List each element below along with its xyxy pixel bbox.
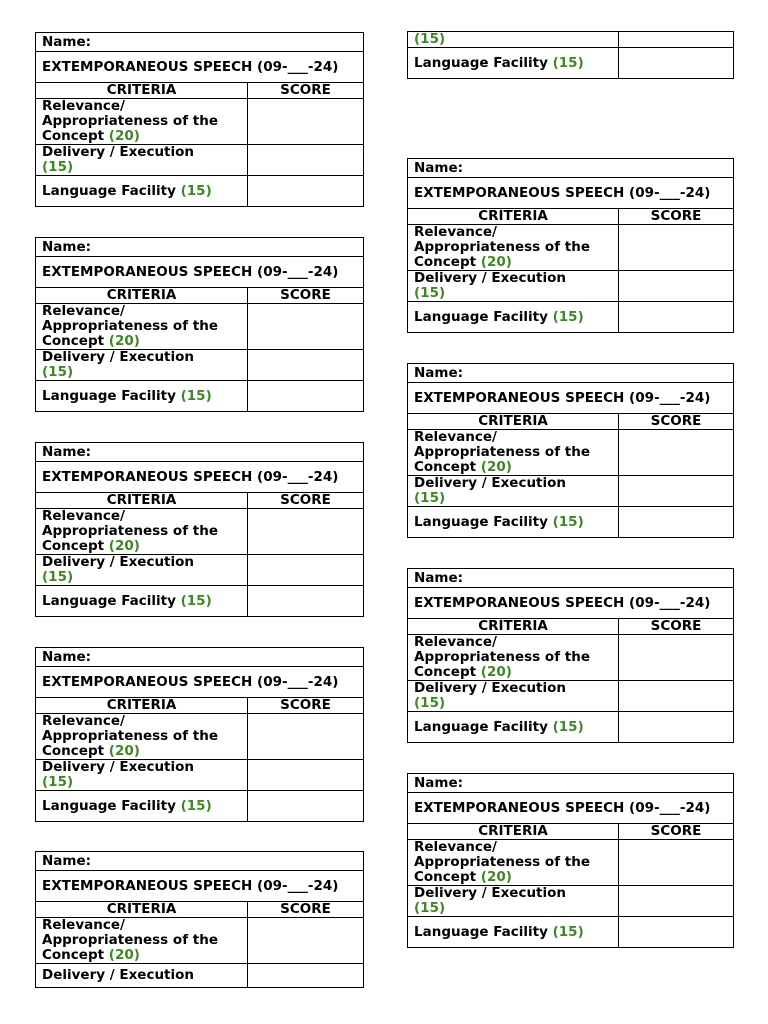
criteria-points: (15) — [408, 32, 619, 48]
rubric-card — [407, 568, 734, 743]
score-cell[interactable] — [248, 176, 364, 207]
score-cell[interactable] — [619, 635, 734, 681]
criteria-relevance: Relevance/ Appropriateness of the Concept (20) — [408, 430, 619, 476]
rubric-card — [35, 32, 364, 207]
card-title: EXTEMPORANEOUS SPEECH (09-___-24) — [36, 667, 364, 698]
col-score: SCORE — [248, 288, 364, 304]
rubric-card — [407, 363, 734, 538]
score-cell[interactable] — [619, 430, 734, 476]
score-cell[interactable] — [248, 99, 364, 145]
score-cell[interactable] — [248, 918, 364, 964]
criteria-relevance: Relevance/ Appropriateness of the Concept (20) — [408, 840, 619, 886]
criteria-language: Language Facility (15) — [36, 176, 248, 207]
col-score: SCORE — [619, 824, 734, 840]
score-cell[interactable] — [248, 350, 364, 381]
name-field[interactable]: Name: — [36, 852, 364, 871]
criteria-delivery: Delivery / Execution (15) — [36, 555, 248, 586]
score-cell[interactable] — [619, 32, 734, 48]
score-cell[interactable] — [248, 791, 364, 822]
col-criteria: CRITERIA — [408, 619, 619, 635]
criteria-language: Language Facility (15) — [408, 712, 619, 743]
card-title: EXTEMPORANEOUS SPEECH (09-___-24) — [408, 588, 734, 619]
criteria-delivery: Delivery / Execution (15) — [36, 350, 248, 381]
criteria-relevance: Relevance/ Appropriateness of the Concept (20) — [36, 509, 248, 555]
name-field[interactable]: Name: — [408, 364, 734, 383]
criteria-relevance: Relevance/ Appropriateness of the Concept (20) — [408, 635, 619, 681]
score-cell[interactable] — [619, 271, 734, 302]
card-title: EXTEMPORANEOUS SPEECH (09-___-24) — [36, 257, 364, 288]
card-title: EXTEMPORANEOUS SPEECH (09-___-24) — [36, 52, 364, 83]
score-cell[interactable] — [619, 48, 734, 79]
score-cell[interactable] — [248, 145, 364, 176]
card-title: EXTEMPORANEOUS SPEECH (09-___-24) — [36, 871, 364, 902]
criteria-delivery: Delivery / Execution (15) — [36, 760, 248, 791]
score-cell[interactable] — [619, 886, 734, 917]
rubric-card — [407, 158, 734, 333]
col-criteria: CRITERIA — [36, 493, 248, 509]
criteria-language: Language Facility (15) — [408, 302, 619, 333]
criteria-delivery: Delivery / Execution (15) — [408, 271, 619, 302]
score-cell[interactable] — [248, 760, 364, 791]
score-cell[interactable] — [248, 964, 364, 988]
col-score: SCORE — [248, 902, 364, 918]
name-field[interactable]: Name: — [36, 443, 364, 462]
criteria-relevance: Relevance/ Appropriateness of the Concept (20) — [36, 304, 248, 350]
col-criteria: CRITERIA — [36, 83, 248, 99]
rubric-card — [35, 237, 364, 412]
col-score: SCORE — [248, 698, 364, 714]
card-title: EXTEMPORANEOUS SPEECH (09-___-24) — [36, 462, 364, 493]
score-cell[interactable] — [619, 712, 734, 743]
score-cell[interactable] — [619, 476, 734, 507]
criteria-language: Language Facility (15) — [36, 791, 248, 822]
criteria-relevance: Relevance/ Appropriateness of the Concept (20) — [36, 918, 248, 964]
col-criteria: CRITERIA — [408, 824, 619, 840]
rubric-card — [407, 773, 734, 948]
name-field[interactable]: Name: — [408, 569, 734, 588]
criteria-language: Language Facility (15) — [36, 586, 248, 617]
score-cell[interactable] — [248, 555, 364, 586]
rubric-card — [35, 647, 364, 822]
criteria-language: Language Facility (15) — [36, 381, 248, 412]
criteria-language: Language Facility (15) — [408, 48, 619, 79]
card-title: EXTEMPORANEOUS SPEECH (09-___-24) — [408, 178, 734, 209]
score-cell[interactable] — [619, 302, 734, 333]
score-cell[interactable] — [619, 917, 734, 948]
col-criteria: CRITERIA — [408, 209, 619, 225]
criteria-language: Language Facility (15) — [408, 917, 619, 948]
criteria-language: Language Facility (15) — [408, 507, 619, 538]
criteria-delivery: Delivery / Execution (15) — [36, 145, 248, 176]
criteria-delivery: Delivery / Execution — [36, 964, 248, 988]
score-cell[interactable] — [248, 509, 364, 555]
col-criteria: CRITERIA — [36, 288, 248, 304]
name-field[interactable]: Name: — [408, 159, 734, 178]
name-field[interactable]: Name: — [408, 774, 734, 793]
score-cell[interactable] — [619, 507, 734, 538]
score-cell[interactable] — [248, 381, 364, 412]
col-score: SCORE — [619, 414, 734, 430]
name-field[interactable]: Name: — [36, 648, 364, 667]
name-field[interactable]: Name: — [36, 238, 364, 257]
rubric-card — [35, 442, 364, 617]
col-score: SCORE — [619, 209, 734, 225]
criteria-delivery: Delivery / Execution (15) — [408, 681, 619, 712]
score-cell[interactable] — [619, 225, 734, 271]
col-criteria: CRITERIA — [36, 698, 248, 714]
col-score: SCORE — [248, 493, 364, 509]
score-cell[interactable] — [248, 586, 364, 617]
col-criteria: CRITERIA — [408, 414, 619, 430]
criteria-delivery: Delivery / Execution (15) — [408, 886, 619, 917]
score-cell[interactable] — [248, 714, 364, 760]
rubric-card-partial-bottom — [35, 851, 364, 988]
name-field[interactable]: Name: — [36, 33, 364, 52]
score-cell[interactable] — [619, 840, 734, 886]
card-title: EXTEMPORANEOUS SPEECH (09-___-24) — [408, 383, 734, 414]
criteria-delivery: Delivery / Execution (15) — [408, 476, 619, 507]
card-title: EXTEMPORANEOUS SPEECH (09-___-24) — [408, 793, 734, 824]
col-score: SCORE — [619, 619, 734, 635]
col-criteria: CRITERIA — [36, 902, 248, 918]
criteria-relevance: Relevance/ Appropriateness of the Concept (20) — [408, 225, 619, 271]
score-cell[interactable] — [248, 304, 364, 350]
score-cell[interactable] — [619, 681, 734, 712]
rubric-card-partial-top — [407, 31, 734, 79]
criteria-relevance: Relevance/ Appropriateness of the Concept (20) — [36, 714, 248, 760]
criteria-relevance: Relevance/ Appropriateness of the Concept (20) — [36, 99, 248, 145]
col-score: SCORE — [248, 83, 364, 99]
